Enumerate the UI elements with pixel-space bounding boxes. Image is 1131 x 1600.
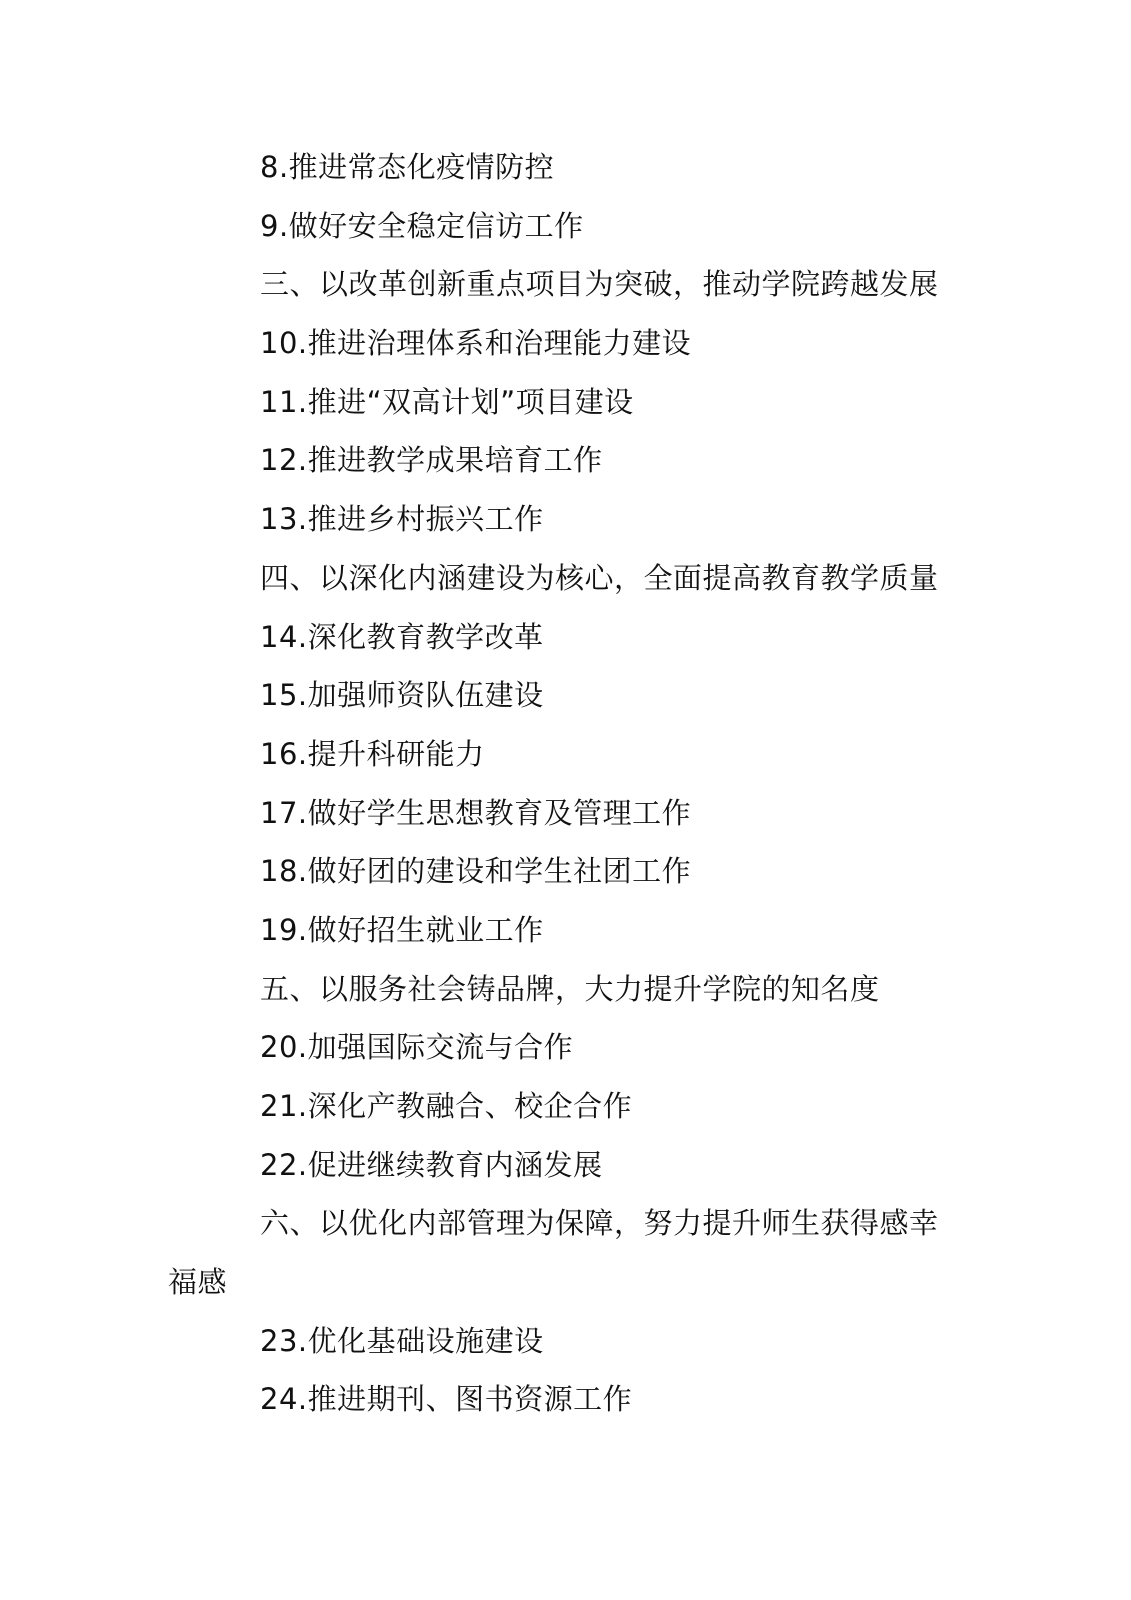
outline-line: 15.加强师资队伍建设	[260, 678, 544, 713]
outline-line: 22.促进继续教育内涵发展	[260, 1147, 603, 1182]
outline-line: 福感	[168, 1265, 228, 1300]
outline-line: 20.加强国际交流与合作	[260, 1030, 574, 1065]
outline-line: 16.提升科研能力	[260, 736, 485, 771]
outline-line: 四、以深化内涵建设为核心，全面提高教育教学质量	[260, 560, 939, 595]
outline-line: 11.推进“双高计划”项目建设	[260, 384, 634, 419]
outline-line: 六、以优化内部管理为保障，努力提升师生获得感幸	[260, 1206, 939, 1241]
outline-line: 18.做好团的建设和学生社团工作	[260, 854, 692, 889]
outline-list	[0, 138, 1131, 1429]
outline-line: 13.推进乡村振兴工作	[260, 502, 544, 537]
outline-line: 17.做好学生思想教育及管理工作	[260, 795, 692, 830]
outline-line: 19.做好招生就业工作	[260, 912, 544, 947]
outline-line: 12.推进教学成果培育工作	[260, 443, 603, 478]
outline-line: 14.深化教育教学改革	[260, 619, 544, 654]
outline-line: 五、以服务社会铸品牌，大力提升学院的知名度	[260, 971, 880, 1006]
outline-line: 8.推进常态化疫情防控	[260, 150, 555, 184]
outline-line: 23.优化基础设施建设	[260, 1323, 544, 1358]
outline-line: 9.做好安全稳定信访工作	[260, 208, 584, 243]
outline-line: 10.推进治理体系和治理能力建设	[260, 326, 692, 361]
outline-line: 21.深化产教融合、校企合作	[260, 1089, 633, 1123]
outline-line: 24.推进期刊、图书资源工作	[260, 1382, 633, 1417]
outline-line: 三、以改革创新重点项目为突破，推动学院跨越发展	[260, 267, 939, 302]
